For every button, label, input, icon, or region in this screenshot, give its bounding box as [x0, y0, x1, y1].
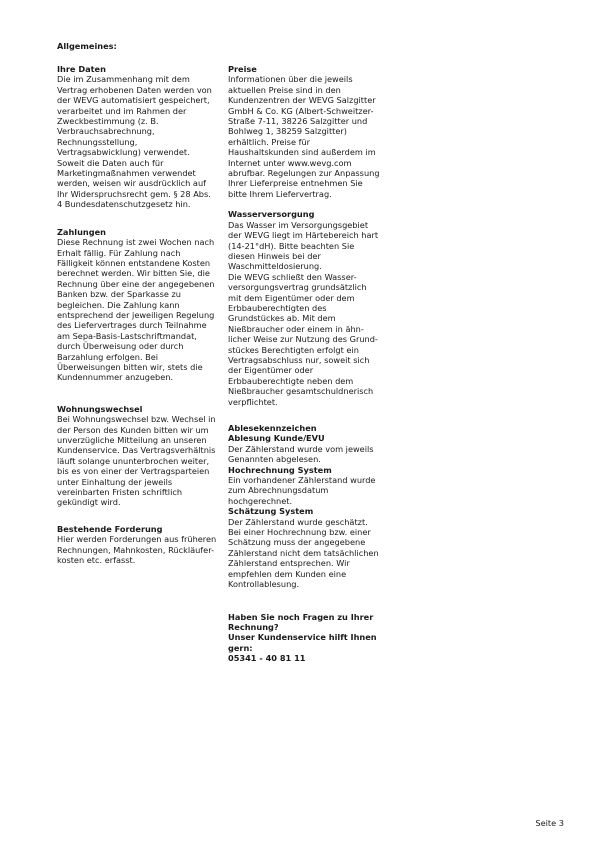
section-title: Preise [228, 64, 257, 74]
section-water-supply [228, 209, 388, 407]
section-your-data [57, 64, 225, 210]
section-title: Wasserversorgung [228, 209, 315, 220]
section-outstanding-claims [57, 524, 225, 566]
right-column [228, 64, 388, 664]
section-text: Die im Zusammenhang mit dem Vertrag erhobenen Daten werden von der WEVG automatisiert gespeichert, verarbeitet und im Rahmen der Zweckbestimmung (z. B. Verbrauchsabrechnung, Rechnungsstellung, Vertragsabwicklung) verwendet. Soweit die Daten auch für Marketingmaßnahmen verwendet werden, weisen wir ausdrücklich auf Ihr Widerspruchsrecht gem. § 28 Abs. 4 Bundesdatenschutzgesetz hin. [57, 74, 212, 210]
section-heading-general: Allgemeines: [57, 41, 117, 51]
section-title: Ihre Daten [57, 64, 106, 74]
section-title: Zahlungen [57, 226, 106, 237]
section-text: Informationen über die jeweils aktuellen Preise sind in den Kundenzentren der WEVG Salzgitter GmbH & Co. KG (Albert-Schweitzer- Straße 7-11, 38226 Salzgitter und Bohlweg 1, 38259 Salzgitter) erhältlich. Preise für Haushaltskunden sind außerdem im Internet unter www.wevg.com abrufbar. Regelungen zur Anpassung Ihrer Lieferpreise entnehmen Sie bitte Ihrem Liefervertrag. [228, 74, 380, 199]
section-prices [228, 64, 388, 199]
section-title: Wohnungswechsel [57, 403, 143, 414]
section-text: Bei Wohnungswechsel bzw. Wechsel in der Person des Kunden bitten wir um unverzügliche Mitteilung an unseren Kundenservice. Das Vertragsverhältnis läuft solange ununterbrochen weiter, bis es von einer der Vertragsparteien unter Einhaltung der jeweils vereinbarten Fristen schriftlich gekündigt wird. [57, 414, 216, 508]
page-number: Seite 3 [535, 818, 564, 828]
subsection-text: Ein vorhandener Zählerstand wurde zum Abrechnungsdatum hochgerechnet. [228, 475, 376, 506]
section-text: Hier werden Forderungen aus früheren Rechnungen, Mahnkosten, Rückläufer- kosten etc. erfasst. [57, 534, 217, 566]
customer-service-contact: Haben Sie noch Fragen zu Ihrer Rechnung? Unser Kundenservice hilft Ihnen gern: 05341 - 40 81 11 [228, 611, 377, 664]
subsection-title: Ablesung Kunde/EVU [228, 433, 325, 444]
section-text: Das Wasser im Versorgungsgebiet der WEVG liegt im Härtebereich hart (14-21°dH). Bitte beachten Sie diesen Hinweis bei der Waschmitteldosierung. Die WEVG schließt den Wasser- versorgungsvertrag grundsätzlich mit dem Eigentümer oder dem Erbbauberechtigten des Grundstückes ab. Mit dem Nießbraucher oder einem in ähn- licher Weise zur Nutzung des Grund- stückes Berechtigten erfolgt ein Vertragsabschluss nur, soweit sich der Eigentümer oder Erbbauberechtigte neben dem Nießbraucher gesamtschuldnerisch verpflichtet. [228, 219, 379, 407]
section-moving [57, 404, 225, 508]
section-payments [57, 227, 225, 383]
subsection-text: Der Zählerstand wurde vom jeweils Genannten abgelesen. [228, 443, 374, 465]
subsection-title: Schätzung System [228, 506, 314, 517]
section-title: Bestehende Forderung [57, 523, 163, 534]
section-text: Diese Rechnung ist zwei Wochen nach Erhalt fällig. Für Zahlung nach Fälligkeit können entstandene Kosten berechnet werden. Wir bitten Sie, die Rechnung über eine der angegebenen Banken bzw. der Sparkasse zu begleichen. Die Zahlung kann entsprechend der jeweiligen Regelung des Liefervertrages durch Teilnahme am Sepa-Basis-Lastschriftmandat, durch Überweisung oder durch Barzahlung erfolgen. Bei Überweisungen bitten wir, stets die Kundennummer anzugeben. [57, 237, 215, 383]
section-title: Ablesekennzeichen [228, 423, 317, 433]
subsection-text: Der Zählerstand wurde geschätzt. Bei einer Hochrechnung bzw. einer Schätzung muss der angegebene Zählerstand nicht dem tatsächlichen Zählerstand entsprechen. Wir empfehlen dem Kunden eine Kontrollablesung. [228, 516, 379, 590]
section-reading-codes [228, 423, 388, 590]
left-column [57, 64, 225, 565]
subsection-title: Hochrechnung System [228, 464, 332, 475]
